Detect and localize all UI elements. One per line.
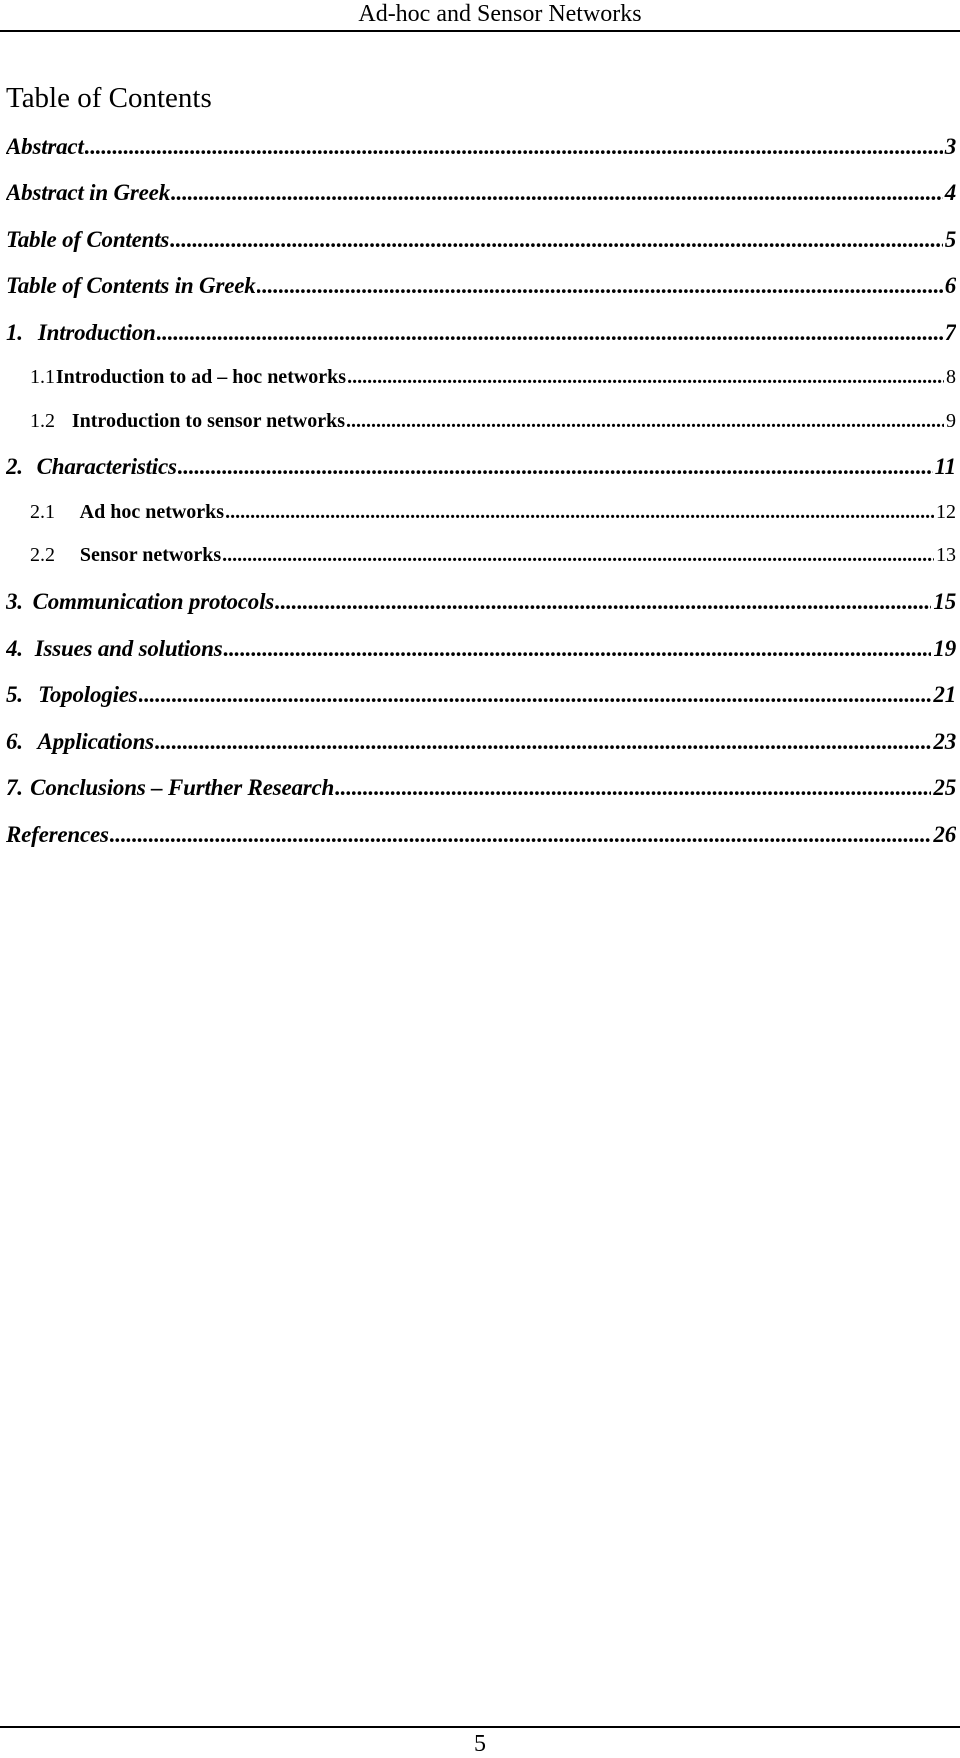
toc-entry-title: Sensor networks bbox=[79, 544, 222, 566]
toc-entry-title: Abstract in Greek bbox=[6, 180, 170, 205]
toc-entry-page: 8 bbox=[946, 366, 956, 388]
toc-entry-number: 1.1 bbox=[30, 366, 55, 388]
toc-entry-page: 3 bbox=[944, 134, 956, 159]
toc-entry-table-of-contents-in-greek[interactable] bbox=[6, 273, 956, 303]
toc-entry-page: 11 bbox=[934, 454, 956, 479]
toc-entry-title: Table of Contents in Greek bbox=[6, 273, 256, 298]
toc-entry-page: 13 bbox=[936, 544, 956, 566]
toc-entry-number: 3. bbox=[6, 589, 23, 614]
dot-leader bbox=[347, 366, 944, 389]
toc-entry-title: Communication protocols bbox=[32, 589, 275, 614]
toc-entry-page: 15 bbox=[933, 589, 956, 614]
toc-entry-intro-sensor[interactable] bbox=[30, 410, 956, 440]
dot-leader bbox=[171, 180, 943, 206]
toc-entry-abstract-in-greek[interactable] bbox=[6, 180, 956, 210]
page-footer bbox=[0, 1726, 960, 1758]
toc-heading: Table of Contents bbox=[6, 82, 212, 114]
toc-entry-title: References bbox=[6, 822, 109, 847]
toc-entry-title: Abstract bbox=[6, 134, 84, 159]
dot-leader bbox=[275, 589, 931, 615]
toc-entry-title: Conclusions – Further Research bbox=[30, 775, 335, 800]
toc-entry-title: Issues and solutions bbox=[34, 636, 223, 661]
dot-leader bbox=[335, 775, 931, 801]
dot-leader bbox=[85, 134, 943, 160]
toc-entry-table-of-contents[interactable] bbox=[6, 227, 956, 257]
toc-entry-conclusions[interactable] bbox=[6, 775, 956, 805]
toc-entry-introduction[interactable] bbox=[6, 320, 956, 350]
dot-leader bbox=[222, 544, 934, 567]
toc-entry-title: Ad hoc networks bbox=[79, 501, 225, 523]
toc-entry-title: Topologies bbox=[38, 682, 138, 707]
dot-leader bbox=[170, 227, 943, 253]
toc-entry-title: Table of Contents bbox=[6, 227, 170, 252]
toc-entry-topologies[interactable] bbox=[6, 682, 956, 712]
toc-entry-page: 5 bbox=[944, 227, 956, 252]
toc-entry-number: 6. bbox=[6, 729, 23, 754]
toc-entry-issues-and-solutions[interactable] bbox=[6, 636, 956, 666]
dot-leader bbox=[110, 822, 932, 848]
running-title: Ad-hoc and Sensor Networks bbox=[358, 1, 642, 27]
toc-entry-title: Characteristics bbox=[36, 454, 177, 479]
toc-entry-title: Introduction to sensor networks bbox=[71, 410, 346, 432]
running-header bbox=[0, 0, 960, 32]
dot-leader bbox=[155, 729, 931, 755]
toc-entry-references[interactable] bbox=[6, 822, 956, 852]
toc-entry-page: 23 bbox=[933, 729, 956, 754]
toc-entry-page: 21 bbox=[933, 682, 956, 707]
toc-entry-page: 4 bbox=[944, 180, 956, 205]
toc-entry-number: 5. bbox=[6, 682, 23, 707]
page-number: 5 bbox=[474, 1731, 486, 1757]
dot-leader bbox=[223, 636, 931, 662]
toc-entry-number: 2.1 bbox=[30, 501, 55, 523]
toc-entry-sensor-networks[interactable] bbox=[30, 544, 956, 574]
dot-leader bbox=[225, 501, 934, 524]
toc-entry-number: 7. bbox=[6, 775, 23, 800]
toc-entry-number: 2. bbox=[6, 454, 23, 479]
toc-entry-title: Introduction bbox=[37, 320, 156, 345]
toc-entry-number: 1. bbox=[6, 320, 23, 345]
toc-entry-abstract[interactable] bbox=[6, 134, 956, 164]
toc-entry-number: 2.2 bbox=[30, 544, 55, 566]
toc-entry-page: 19 bbox=[933, 636, 956, 661]
toc-entry-communication-protocols[interactable] bbox=[6, 589, 956, 619]
toc-entry-number: 1.2 bbox=[30, 410, 55, 432]
toc-entry-page: 25 bbox=[933, 775, 956, 800]
toc-entry-applications[interactable] bbox=[6, 729, 956, 759]
toc-entry-characteristics[interactable] bbox=[6, 454, 956, 484]
toc-entry-page: 12 bbox=[936, 501, 956, 523]
toc-entry-page: 9 bbox=[946, 410, 956, 432]
toc-entry-page: 26 bbox=[933, 822, 956, 847]
toc-entry-ad-hoc-networks[interactable] bbox=[30, 501, 956, 531]
dot-leader bbox=[157, 320, 943, 346]
dot-leader bbox=[139, 682, 932, 708]
dot-leader bbox=[178, 454, 933, 480]
toc-entry-page: 7 bbox=[944, 320, 956, 345]
toc-entry-title: Applications bbox=[37, 729, 154, 754]
toc-entry-title: Introduction to ad – hoc networks bbox=[55, 366, 347, 388]
toc-entry-page: 6 bbox=[944, 273, 956, 298]
dot-leader bbox=[346, 410, 944, 433]
dot-leader bbox=[257, 273, 943, 299]
toc-entry-intro-ad-hoc[interactable] bbox=[30, 366, 956, 396]
toc-entry-number: 4. bbox=[6, 636, 23, 661]
